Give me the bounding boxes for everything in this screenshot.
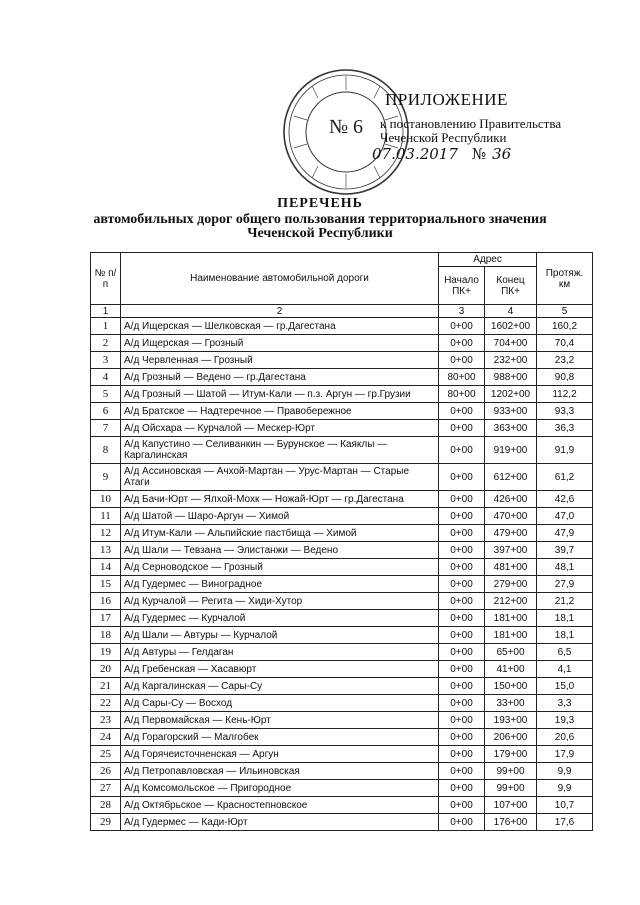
start-km: 0+00: [439, 559, 485, 576]
road-name: А/д Первомайская — Кень-Юрт: [121, 712, 439, 729]
appendix-title: ПРИЛОЖЕНИЕ: [385, 90, 508, 109]
road-length: 112,2: [537, 386, 593, 403]
start-km: 0+00: [439, 318, 485, 335]
table-row: [91, 678, 593, 695]
row-number: 9: [91, 464, 121, 491]
row-number: 19: [91, 644, 121, 661]
end-km: 232+00: [485, 352, 537, 369]
road-length: 47,0: [537, 508, 593, 525]
road-name: А/д Комсомольское — Пригородное: [121, 780, 439, 797]
row-number: 15: [91, 576, 121, 593]
end-km: 479+00: [485, 525, 537, 542]
road-length: 48,1: [537, 559, 593, 576]
end-km: 65+00: [485, 644, 537, 661]
row-number: 21: [91, 678, 121, 695]
start-km: 0+00: [439, 420, 485, 437]
road-name: А/д Гудермес — Виноградное: [121, 576, 439, 593]
row-number: 6: [91, 403, 121, 420]
table-row: [91, 508, 593, 525]
road-length: 39,7: [537, 542, 593, 559]
end-km: 179+00: [485, 746, 537, 763]
road-name: А/д Грозный — Шатой — Итум-Кали — п.з. Аргун — гр.Грузии: [121, 386, 439, 403]
start-km: 0+00: [439, 627, 485, 644]
start-km: 80+00: [439, 369, 485, 386]
road-name: А/д Октябрьское — Красностепновское: [121, 797, 439, 814]
document-title: ПЕРЕЧЕНЬ: [277, 196, 363, 211]
table-row: [91, 559, 593, 576]
road-length: 61,2: [537, 464, 593, 491]
row-number: 10: [91, 491, 121, 508]
end-km: 1602+00: [485, 318, 537, 335]
road-name: А/д Автуры — Гелдаган: [121, 644, 439, 661]
seal-number: № 6: [328, 116, 364, 138]
roads-table-body: [91, 318, 593, 831]
row-number: 23: [91, 712, 121, 729]
roads-table: [90, 252, 593, 831]
row-number: 22: [91, 695, 121, 712]
header-start: Начало ПК+: [439, 267, 485, 305]
road-length: 6,5: [537, 644, 593, 661]
start-km: 0+00: [439, 576, 485, 593]
road-name: А/д Ищерская — Шелковская — гр.Дагестана: [121, 318, 439, 335]
start-km: 0+00: [439, 712, 485, 729]
row-number: 7: [91, 420, 121, 437]
row-number: 11: [91, 508, 121, 525]
end-km: 988+00: [485, 369, 537, 386]
table-row: [91, 352, 593, 369]
road-length: 4,1: [537, 661, 593, 678]
row-number: 18: [91, 627, 121, 644]
road-name: А/д Каргалинская — Сары-Су: [121, 678, 439, 695]
start-km: 0+00: [439, 491, 485, 508]
start-km: 0+00: [439, 352, 485, 369]
road-length: 160,2: [537, 318, 593, 335]
table-row: [91, 593, 593, 610]
header-name: Наименование автомобильной дороги: [121, 253, 439, 305]
header-length: Протяж. км: [537, 253, 593, 305]
table-row: [91, 437, 593, 464]
road-name: А/д Капустино — Селиванкин — Бурунское — Каяклы — Каргалинская: [121, 437, 439, 464]
table-row: [91, 542, 593, 559]
row-number: 8: [91, 437, 121, 464]
road-name: А/д Шали — Автуры — Курчалой: [121, 627, 439, 644]
road-name: А/д Серноводское — Грозный: [121, 559, 439, 576]
road-name: А/д Шали — Тевзана — Элистанжи — Ведено: [121, 542, 439, 559]
road-length: 23,2: [537, 352, 593, 369]
road-name: А/д Сары-Су — Восход: [121, 695, 439, 712]
road-length: 19,3: [537, 712, 593, 729]
table-row: [91, 369, 593, 386]
end-km: 193+00: [485, 712, 537, 729]
road-name: А/д Шатой — Шаро-Аргун — Химой: [121, 508, 439, 525]
road-name: А/д Гудермес — Курчалой: [121, 610, 439, 627]
row-number: 1: [91, 318, 121, 335]
start-km: 0+00: [439, 437, 485, 464]
start-km: 0+00: [439, 542, 485, 559]
column-number: 2: [121, 305, 439, 318]
row-number: 5: [91, 386, 121, 403]
end-km: 181+00: [485, 610, 537, 627]
road-length: 70,4: [537, 335, 593, 352]
table-row: [91, 763, 593, 780]
road-length: 18,1: [537, 627, 593, 644]
row-number: 12: [91, 525, 121, 542]
road-name: А/д Итум-Кали — Альпийские пастбища — Химой: [121, 525, 439, 542]
table-row: [91, 661, 593, 678]
appendix-line-1: к постановлению Правительства: [380, 116, 562, 131]
table-row: [91, 712, 593, 729]
column-number: 5: [537, 305, 593, 318]
end-km: 206+00: [485, 729, 537, 746]
end-km: 107+00: [485, 797, 537, 814]
road-length: 10,7: [537, 797, 593, 814]
road-name: А/д Курчалой — Регита — Хиди-Хутор: [121, 593, 439, 610]
road-length: 42,6: [537, 491, 593, 508]
end-km: 212+00: [485, 593, 537, 610]
table-row: [91, 491, 593, 508]
road-length: 91,9: [537, 437, 593, 464]
table-row: [91, 386, 593, 403]
road-name: А/д Ассиновская — Ачхой-Мартан — Урус-Мартан — Старые Атаги: [121, 464, 439, 491]
start-km: 80+00: [439, 386, 485, 403]
row-number: 14: [91, 559, 121, 576]
road-name: А/д Братское — Надтеречное — Правобережное: [121, 403, 439, 420]
end-km: 363+00: [485, 420, 537, 437]
header-num: № п/п: [91, 253, 121, 305]
appendix-line-2: Чеченской Республики: [380, 130, 507, 145]
table-row: [91, 627, 593, 644]
appendix-date: 07.03.2017: [372, 145, 458, 163]
end-km: 33+00: [485, 695, 537, 712]
start-km: 0+00: [439, 746, 485, 763]
end-km: 176+00: [485, 814, 537, 831]
table-row: [91, 780, 593, 797]
row-number: 20: [91, 661, 121, 678]
header-address: Адрес: [439, 253, 537, 267]
end-km: 279+00: [485, 576, 537, 593]
column-number: 4: [485, 305, 537, 318]
table-row: [91, 403, 593, 420]
table-row: [91, 525, 593, 542]
road-name: А/д Горячеисточненская — Аргун: [121, 746, 439, 763]
document-subtitle-2: Чеченской Республики: [247, 226, 393, 241]
road-length: 9,9: [537, 763, 593, 780]
column-numbers-row: [91, 305, 593, 318]
table-row: [91, 318, 593, 335]
road-length: 15,0: [537, 678, 593, 695]
table-row: [91, 729, 593, 746]
start-km: 0+00: [439, 644, 485, 661]
appendix-number-label: №: [471, 145, 487, 163]
end-km: 704+00: [485, 335, 537, 352]
start-km: 0+00: [439, 678, 485, 695]
table-row: [91, 335, 593, 352]
row-number: 24: [91, 729, 121, 746]
row-number: 3: [91, 352, 121, 369]
road-name: А/д Грозный — Ведено — гр.Дагестана: [121, 369, 439, 386]
column-number: 1: [91, 305, 121, 318]
start-km: 0+00: [439, 403, 485, 420]
end-km: 181+00: [485, 627, 537, 644]
road-length: 27,9: [537, 576, 593, 593]
end-km: 933+00: [485, 403, 537, 420]
end-km: 99+00: [485, 780, 537, 797]
start-km: 0+00: [439, 525, 485, 542]
end-km: 99+00: [485, 763, 537, 780]
road-length: 17,9: [537, 746, 593, 763]
row-number: 13: [91, 542, 121, 559]
start-km: 0+00: [439, 335, 485, 352]
road-name: А/д Петропавловская — Ильиновская: [121, 763, 439, 780]
start-km: 0+00: [439, 661, 485, 678]
start-km: 0+00: [439, 780, 485, 797]
table-row: [91, 746, 593, 763]
road-length: 3,3: [537, 695, 593, 712]
end-km: 612+00: [485, 464, 537, 491]
table-row: [91, 420, 593, 437]
road-length: 20,6: [537, 729, 593, 746]
road-length: 17,6: [537, 814, 593, 831]
appendix-number: 36: [492, 145, 512, 163]
start-km: 0+00: [439, 695, 485, 712]
road-name: А/д Ищерская — Грозный: [121, 335, 439, 352]
end-km: 481+00: [485, 559, 537, 576]
road-length: 9,9: [537, 780, 593, 797]
road-length: 93,3: [537, 403, 593, 420]
road-length: 36,3: [537, 420, 593, 437]
road-length: 47,9: [537, 525, 593, 542]
road-length: 18,1: [537, 610, 593, 627]
start-km: 0+00: [439, 814, 485, 831]
header-end: Конец ПК+: [485, 267, 537, 305]
appendix-date-line: [372, 145, 511, 163]
start-km: 0+00: [439, 610, 485, 627]
column-number: 3: [439, 305, 485, 318]
row-number: 16: [91, 593, 121, 610]
end-km: 397+00: [485, 542, 537, 559]
table-row: [91, 644, 593, 661]
start-km: 0+00: [439, 797, 485, 814]
road-length: 21,2: [537, 593, 593, 610]
row-number: 28: [91, 797, 121, 814]
table-row: [91, 464, 593, 491]
road-length: 90,8: [537, 369, 593, 386]
end-km: 1202+00: [485, 386, 537, 403]
end-km: 919+00: [485, 437, 537, 464]
row-number: 17: [91, 610, 121, 627]
row-number: 25: [91, 746, 121, 763]
road-name: А/д Бачи-Юрт — Ялхой-Мохк — Ножай-Юрт — гр.Дагестана: [121, 491, 439, 508]
start-km: 0+00: [439, 593, 485, 610]
road-name: А/д Горагорский — Малгобек: [121, 729, 439, 746]
end-km: 150+00: [485, 678, 537, 695]
document-subtitle-1: автомобильных дорог общего пользования территориального значения: [93, 212, 547, 227]
start-km: 0+00: [439, 729, 485, 746]
table-row: [91, 695, 593, 712]
table-row: [91, 814, 593, 831]
road-name: А/д Ойсхара — Курчалой — Мескер-Юрт: [121, 420, 439, 437]
table-row: [91, 797, 593, 814]
road-name: А/д Червленная — Грозный: [121, 352, 439, 369]
end-km: 41+00: [485, 661, 537, 678]
table-row: [91, 610, 593, 627]
end-km: 470+00: [485, 508, 537, 525]
row-number: 2: [91, 335, 121, 352]
row-number: 4: [91, 369, 121, 386]
row-number: 29: [91, 814, 121, 831]
road-name: А/д Гребенская — Хасавюрт: [121, 661, 439, 678]
start-km: 0+00: [439, 763, 485, 780]
table-row: [91, 576, 593, 593]
row-number: 26: [91, 763, 121, 780]
road-name: А/д Гудермес — Кади-Юрт: [121, 814, 439, 831]
start-km: 0+00: [439, 464, 485, 491]
end-km: 426+00: [485, 491, 537, 508]
row-number: 27: [91, 780, 121, 797]
start-km: 0+00: [439, 508, 485, 525]
